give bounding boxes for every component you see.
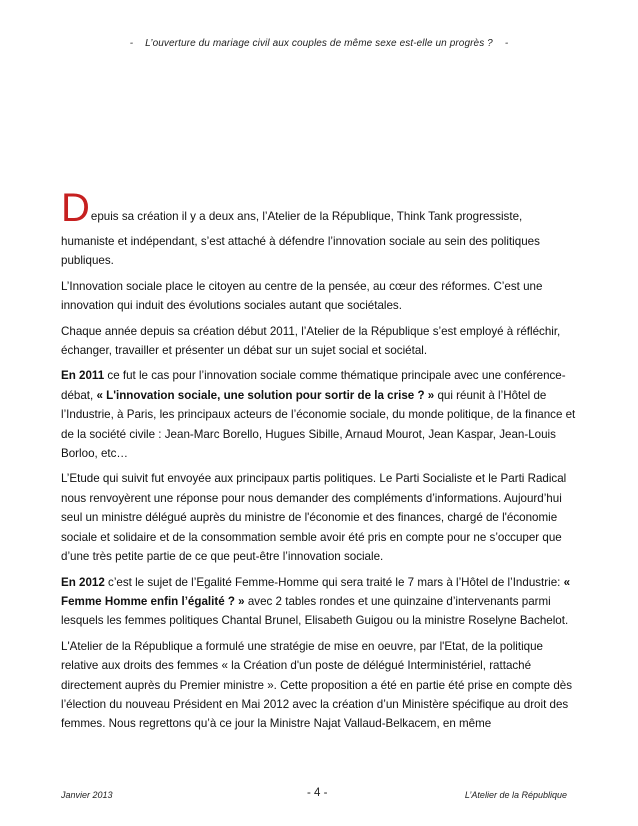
conference-title-2012: « Femme Homme enfin l’égalité ? » bbox=[61, 575, 571, 608]
running-header bbox=[0, 38, 638, 49]
header-title: L’ouverture du mariage civil aux couples de même sexe est-elle un progrès ? bbox=[145, 38, 493, 49]
year-2012: En 2012 bbox=[61, 575, 105, 589]
paragraph-6-text-2: avec 2 tables rondes et une quinzaine d’intervenants parmi lesquels les femmes politiques Chantal Brunel, Elisabeth Guigou ou la ministre Roselyne Bachelot. bbox=[61, 594, 569, 628]
paragraph-5: L’Etude qui suivit fut envoyée aux principaux partis politiques. Le Parti Socialiste et le Parti Radical nous renvoyèrent une réponse pour nous demander des compléments d’informations. Aujourd’hui seul un ministre délégué auprès du ministre de l'économie et des finances, chargé de l'économie sociale et solidaire et de la consommation semble avoir été pris en compte pour ne s’occuper que d’une très petite partie de ce que peut-être l’innovation sociale. bbox=[61, 472, 567, 564]
paragraph-1-first-line bbox=[61, 188, 581, 228]
paragraph-1: humaniste et indépendant, s’est attaché à défendre l’innovation sociale au sein des politiques publiques. bbox=[61, 235, 540, 268]
paragraph-6-text-1: c’est le sujet de l’Egalité Femme-Homme qui sera traité le 7 mars à l’Hôtel de l’Industrie: bbox=[104, 575, 564, 589]
paragraph-6 bbox=[61, 573, 581, 631]
footer-date: Janvier 2013 bbox=[61, 790, 113, 800]
paragraph-1-first-text: epuis sa création il y a deux ans, l’Atelier de la République, Think Tank progressiste, bbox=[90, 210, 523, 223]
paragraph-7: L'Atelier de la République a formulé une stratégie de mise en oeuvre, par l'Etat, de la politique relative aux droits des femmes « la Création d'un poste de délégué Interministériel, rattaché directement auprès du Premier ministre ». Cette proposition a été en partie été prise en compte dès l’élection du nouveau Président en Mai 2012 avec la création d’un Ministère spécifique au droit des femmes. Nous regrettons qu’à ce jour la Ministre Najat Vallaud-Belkacem, en même bbox=[61, 639, 573, 731]
page-number: - 4 - bbox=[307, 787, 328, 799]
paragraph-2: L’Innovation sociale place le citoyen au centre de la pensée, au cœur des réformes. C’est une innovation qui induit des évolutions sociales autant que sociétales. bbox=[61, 279, 543, 313]
footer-organization: L’Atelier de la République bbox=[464, 790, 567, 800]
year-2011: En 2011 bbox=[61, 369, 105, 383]
paragraph-4-text-2: qui réunit à l’Hôtel de l’Industrie, à Paris, les principaux acteurs de l’économie sociale, du monde politique, de la finance et de la société civile : Jean-Marc Borello, Hugues Sibille, Arnaud Mourot, Jean Kaspar, Jean-Louis Borloo, etc… bbox=[61, 388, 576, 461]
document-body bbox=[61, 188, 581, 740]
conference-title-2011: « L'innovation sociale, une solution pour sortir de la crise ? » bbox=[96, 388, 435, 402]
drop-cap: D bbox=[61, 186, 90, 230]
paragraph-4-text-1: ce fut le cas pour l’innovation sociale comme thématique principale avec une conférence-débat, bbox=[61, 369, 566, 402]
header-dash-right: - bbox=[504, 38, 509, 49]
header-dash-left: - bbox=[129, 38, 134, 49]
paragraph-3: Chaque année depuis sa création début 2011, l’Atelier de la République s’est employé à réfléchir, échanger, travailler et présenter un débat sur un sujet social et sociétal. bbox=[61, 324, 561, 358]
paragraph-4 bbox=[61, 366, 581, 463]
page-footer bbox=[61, 788, 567, 804]
